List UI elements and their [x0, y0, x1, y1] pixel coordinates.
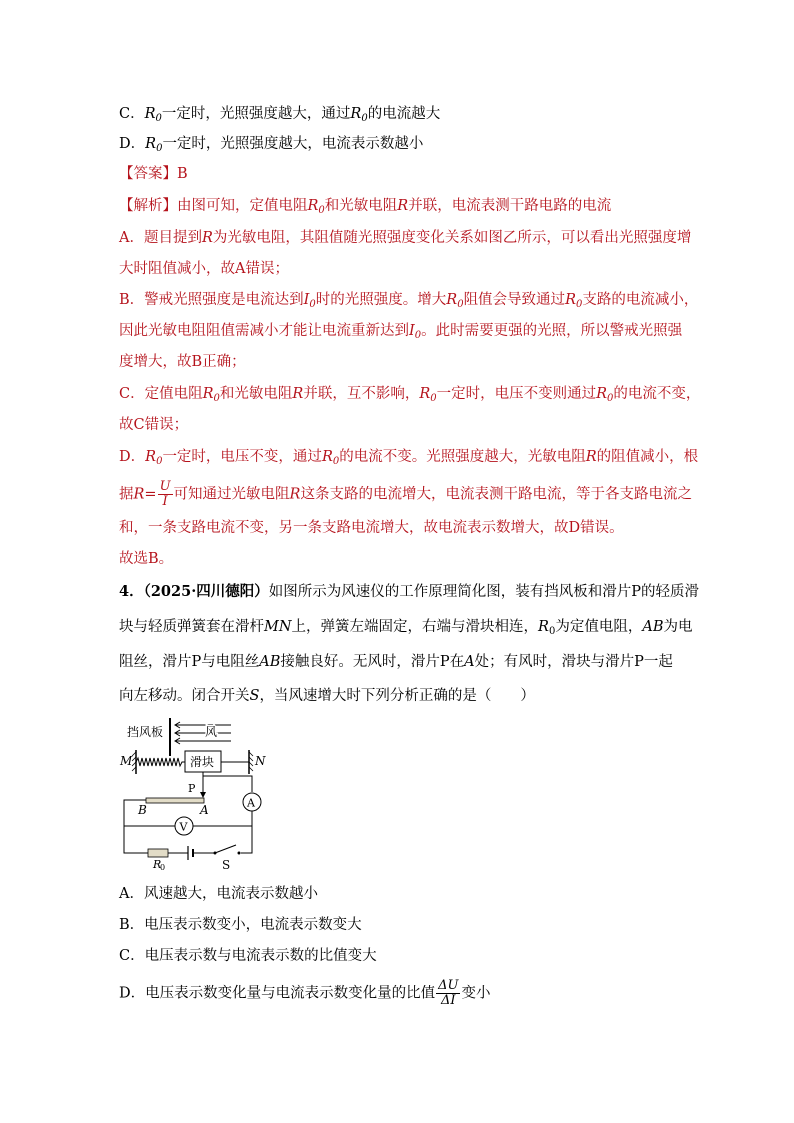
analysis-b-line2: 因此光敏电阻阻值需减小才能让电流重新达到$I_0$。此时需要更强的光照，所以警戒光照强 — [119, 323, 683, 341]
analysis-d-line3: 和，一条支路电流不变，另一条支路电流增大，故电流表示数增大，故D错误。 — [119, 520, 624, 536]
analysis-b-line1: B．警戒光照强度是电流达到$I_0$时的光照强度。增大$R_0$阻值会导致通过$R_0$支路的电流减小， — [119, 292, 699, 310]
analysis-c-line2: 故C错误； — [119, 417, 189, 433]
ammeter-label: A — [247, 796, 255, 810]
q4-line1: 4．（2025·四川德阳）如图所示为风速仪的工作原理简化图，装有挡风板和滑片P的轻质滑 — [119, 583, 700, 600]
label-m: M — [120, 754, 133, 768]
prev-option-c: C．$R_0$一定时，光照强度越大，通过$R_0$的电流越大 — [119, 106, 441, 124]
wind-board-label: 挡风板 — [127, 725, 164, 739]
wind-label: 风 — [205, 725, 218, 739]
voltmeter-label: V — [179, 820, 188, 834]
label-b: B — [138, 803, 147, 817]
q4-line2: 块与轻质弹簧套在滑杆MN上，弹簧左端固定，右端与滑块相连，$R_0$为定值电阻，AB为电 — [119, 619, 693, 637]
analysis-a-line1: A．题目提到R为光敏电阻，其阻值随光照强度变化关系如图乙所示，可以看出光照强度增 — [119, 230, 692, 246]
slider-p-arrow — [200, 792, 206, 798]
delta-ratio-fraction: $\frac{\Delta U}{\Delta I}$ — [438, 978, 459, 1008]
q4-option-b: B．电压表示数变小，电流表示数变大 — [119, 917, 362, 933]
q4-line3: 阻丝，滑片P与电阻丝AB接触良好。无风时，滑片P在A处；有风时，滑块与滑片P一起 — [119, 654, 673, 670]
analysis-b-line3: 度增大，故B正确； — [119, 354, 246, 370]
answer-line: 【答案】B — [119, 166, 188, 182]
label-r0-sub: 0 — [160, 863, 166, 872]
label-n: N — [255, 754, 266, 768]
prev-option-d: D．$R_0$一定时，光照强度越大，电流表示数越小 — [119, 136, 424, 154]
label-r0: R — [153, 858, 162, 871]
switch-blade — [215, 845, 236, 853]
spring — [136, 758, 185, 766]
q4-option-c: C．电压表示数与电流表示数的比值变大 — [119, 948, 377, 964]
label-p: P — [188, 782, 196, 795]
ohm-law-fraction: $\frac{U}{I}$ — [159, 479, 171, 509]
top-right-wire — [203, 772, 252, 792]
analysis-intro: 【解析】由图可知，定值电阻$R_0$和光敏电阻R并联，电流表测干路电路的电流 — [119, 198, 612, 216]
analysis-a-line2: 大时阻值减小，故A错误； — [119, 261, 289, 277]
analysis-conclusion: 故选B。 — [119, 551, 174, 567]
label-a: A — [200, 803, 209, 817]
resistance-wire-ab — [146, 798, 204, 803]
resistor-r0 — [148, 849, 168, 857]
analysis-d-line2: 据R= $\frac{U}{I}$ 可知通过光敏电阻R这条支路的电流增大，电流表测干路电流，等于各支路电流之 — [119, 479, 692, 509]
wind-speed-circuit-diagram — [118, 716, 268, 872]
q4-line4: 向左移动。闭合开关S，当风速增大时下列分析正确的是（ ） — [119, 688, 535, 704]
slider-label: 滑块 — [190, 755, 215, 769]
q4-option-d: D．电压表示数变化量与电流表示数变化量的比值 $\frac{\Delta U}{\Delta I}$ 变小 — [119, 978, 491, 1008]
right-wire — [241, 811, 252, 853]
analysis-d-line1: D．$R_0$一定时，电压不变，通过$R_0$的电流不变。光照强度越大，光敏电阻R的阻值减小，根 — [119, 449, 699, 467]
label-s: S — [222, 858, 231, 872]
analysis-c-line1: C．定值电阻$R_0$和光敏电阻R并联，互不影响，$R_0$一定时，电压不变则通过$R_0$的电流不变， — [119, 386, 701, 404]
q4-option-a: A．风速越大，电流表示数越小 — [119, 886, 318, 902]
